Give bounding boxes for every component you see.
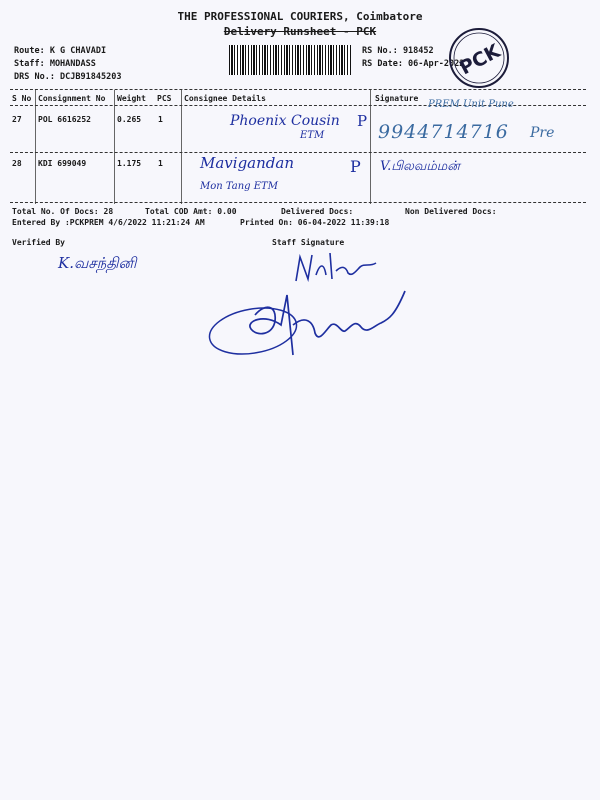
total-docs: Total No. Of Docs: 28	[12, 207, 114, 216]
rs-date: RS Date: 06-Apr-2022	[362, 59, 465, 69]
barcode	[229, 45, 351, 75]
signature-handwriting: PREM Unit Pune	[428, 99, 514, 110]
row-sno: 28	[12, 159, 22, 168]
row-pcs: 1	[158, 115, 163, 124]
column-rule	[181, 90, 182, 204]
verifier-handwriting: K.வசந்தினி	[58, 254, 137, 272]
column-rule	[114, 90, 115, 204]
route: Route: K G CHAVADI	[14, 46, 107, 56]
delivery-status: P	[357, 112, 368, 130]
column-rule	[35, 90, 36, 204]
staff-name: Staff: MOHANDASS	[14, 59, 96, 69]
total-cod-amount: Total COD Amt: 0.00	[145, 207, 237, 216]
delivery-status: P	[350, 157, 361, 176]
consignee-handwriting-note: ETM	[300, 130, 325, 141]
col-header-weight: Weight	[117, 94, 146, 103]
header-divider	[10, 89, 586, 90]
non-delivered-docs: Non Delivered Docs:	[405, 207, 497, 216]
col-header-sno: S No	[12, 94, 32, 103]
col-header-pcs: PCS	[157, 94, 172, 103]
signature-phone-number: 9944714716	[378, 121, 509, 143]
stamp-text: PCK	[455, 40, 504, 80]
verified-by-label: Verified By	[12, 238, 65, 247]
col-header-consignment: Consignment No	[38, 94, 106, 103]
table-bottom-divider	[10, 202, 586, 203]
row-weight: 1.175	[117, 159, 142, 168]
column-rule	[370, 90, 371, 204]
pck-stamp	[445, 22, 515, 92]
row-consignment-no: KDI 699049	[38, 159, 87, 168]
document-title: Delivery Runsheet - PCK	[223, 25, 377, 38]
row-consignment-no: POL 6616252	[38, 115, 91, 124]
row-weight: 0.265	[117, 115, 142, 124]
consignee-handwriting: Mavigandan	[200, 154, 294, 172]
consignee-handwriting: Phoenix Cousin	[230, 113, 340, 129]
signature-initials: Pre	[530, 125, 555, 141]
row-sno: 27	[12, 115, 22, 124]
staff-signature-label: Staff Signature	[272, 238, 345, 247]
drs-number: DRS No.: DCJB91845203	[14, 72, 122, 82]
delivered-docs: Delivered Docs:	[281, 207, 354, 216]
consignee-handwriting-note: Mon Tang ETM	[200, 181, 278, 192]
company-name: THE PROFESSIONAL COURIERS, Coimbatore	[177, 10, 423, 23]
supervisor-signature-mark	[205, 285, 415, 370]
entered-by: Entered By :PCKPREM 4/6/2022 11:21:24 AM	[12, 218, 205, 227]
col-header-signature: Signature	[375, 94, 419, 103]
row-pcs: 1	[158, 159, 163, 168]
signature-handwriting: V.பிலவம்மன்	[380, 159, 460, 174]
staff-signature-mark	[290, 245, 390, 290]
row-divider	[10, 152, 586, 153]
rs-number: RS No.: 918452	[362, 46, 434, 56]
printed-on: Printed On: 06-04-2022 11:39:18	[240, 218, 390, 227]
col-header-consignee: Consignee Details	[184, 94, 266, 103]
